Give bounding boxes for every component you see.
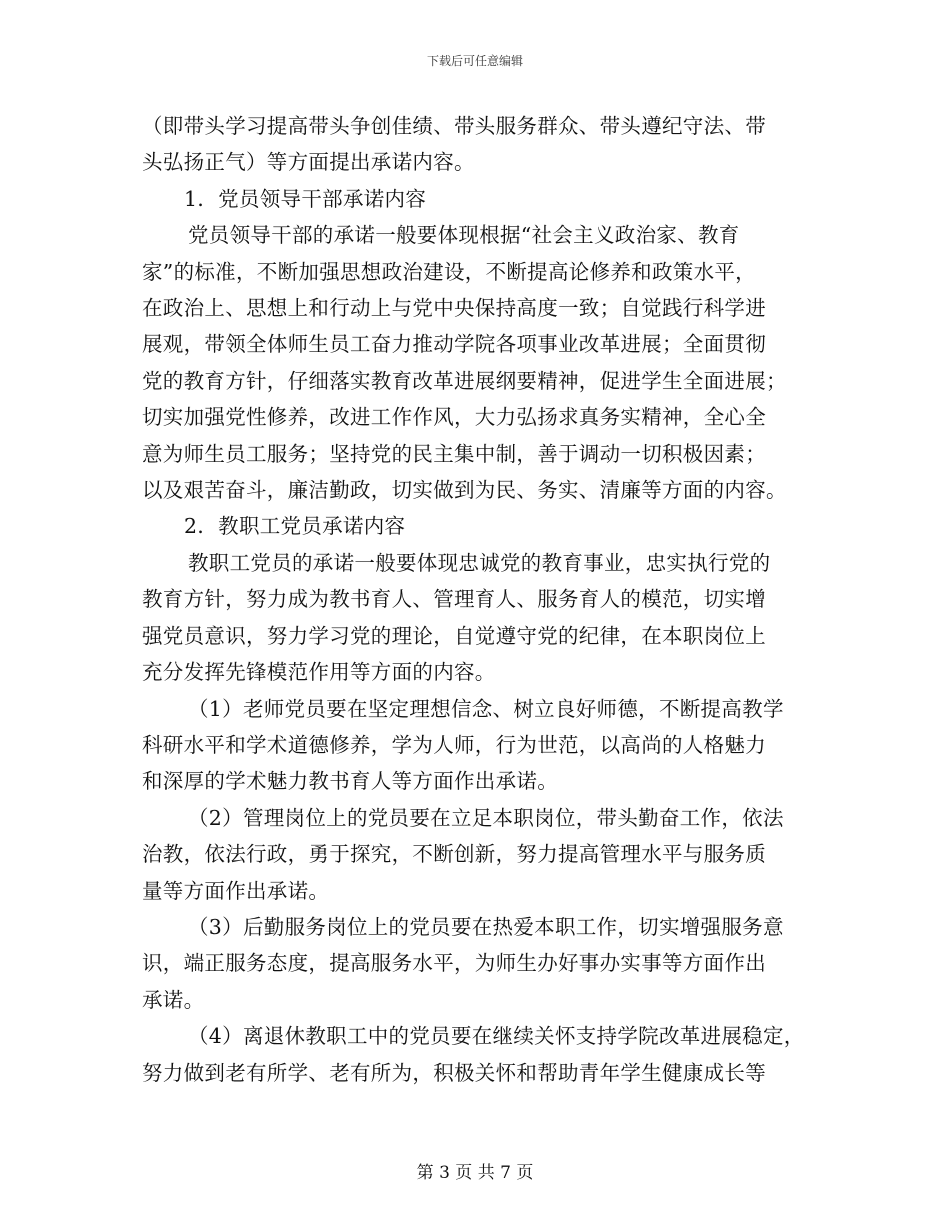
- paragraph-line: 以及艰苦奋斗，廉洁勤政，切实做到为民、务实、清廉等方面的内容。: [142, 478, 787, 503]
- paragraph-line: 教育方针，努力成为教书育人、管理育人、服务育人的模范，切实增: [142, 587, 766, 612]
- paragraph-line: （即带头学习提高带头争创佳绩、带头服务群众、带头遵纪守法、带: [142, 114, 766, 138]
- paragraph-line: 头弘扬正气）等方面提出承诺内容。: [142, 150, 475, 175]
- paragraph-line: 量等方面作出承诺。: [142, 878, 330, 903]
- paragraph-line: 承诺。: [142, 987, 205, 1012]
- paragraph-line: 家”的标准，不断加强思想政治建设，不断提高论修养和政策水平，: [142, 259, 756, 284]
- paragraph-line: 充分发挥先锋模范作用等方面的内容。: [142, 660, 496, 685]
- paragraph-line: 识，端正服务态度，提高服务水平，为师生办好事办实事等方面作出: [142, 951, 766, 976]
- paragraph-line: 切实加强党性修养，改进工作作风，大力弘扬求真务实精神，全心全: [142, 405, 766, 430]
- page-number: 第 3 页 共 7 页: [416, 1163, 534, 1183]
- paragraph-line: 党员领导干部的承诺一般要体现根据“社会主义政治家、教育: [188, 223, 740, 248]
- paragraph-line: 和深厚的学术魅力教书育人等方面作出承诺。: [142, 769, 558, 794]
- paragraph-line: 教职工党员的承诺一般要体现忠诚党的教育事业，忠实执行党的: [188, 550, 771, 575]
- list-item-line: （3）后勤服务岗位上的党员要在热爱本职工作，切实增强服务意: [188, 914, 784, 939]
- list-item-line: （1）老师党员要在坚定理想信念、树立良好师德，不断提高教学: [188, 696, 784, 721]
- list-item-line: （4）离退休教职工中的党员要在继续关怀支持学院改革进展稳定，: [188, 1024, 805, 1049]
- paragraph-line: 科研水平和学术道德修养，学为人师，行为世范，以高尚的人格魅力: [142, 732, 766, 757]
- paragraph-line: 党的教育方针，仔细落实教育改革进展纲要精神，促进学生全面进展；: [142, 368, 787, 393]
- paragraph-line: 在政治上、思想上和行动上与党中央保持高度一致；自觉践行科学进: [142, 296, 766, 321]
- paragraph-line: 意为师生员工服务；坚持党的民主集中制，善于调动一切积极因素；: [142, 441, 766, 466]
- list-item-line: （2）管理岗位上的党员要在立足本职岗位，带头勤奋工作，依法: [188, 805, 784, 830]
- section-heading: 2．教职工党员承诺内容: [184, 514, 406, 539]
- paragraph-line: 强党员意识，努力学习党的理论，自觉遵守党的纪律，在本职岗位上: [142, 623, 766, 648]
- section-heading: 1．党员领导干部承诺内容: [184, 186, 427, 211]
- paragraph-line: 治教，依法行政，勇于探究，不断创新，努力提高管理水平与服务质: [142, 842, 766, 867]
- document-body: [142, 108, 810, 1091]
- page-header: 下载后可任意编辑: [426, 54, 523, 68]
- paragraph-line: 展观，带领全体师生员工奋力推动学院各项事业改革进展；全面贯彻: [142, 332, 766, 357]
- paragraph-line: 努力做到老有所学、老有所为，积极关怀和帮助青年学生健康成长等: [142, 1060, 766, 1085]
